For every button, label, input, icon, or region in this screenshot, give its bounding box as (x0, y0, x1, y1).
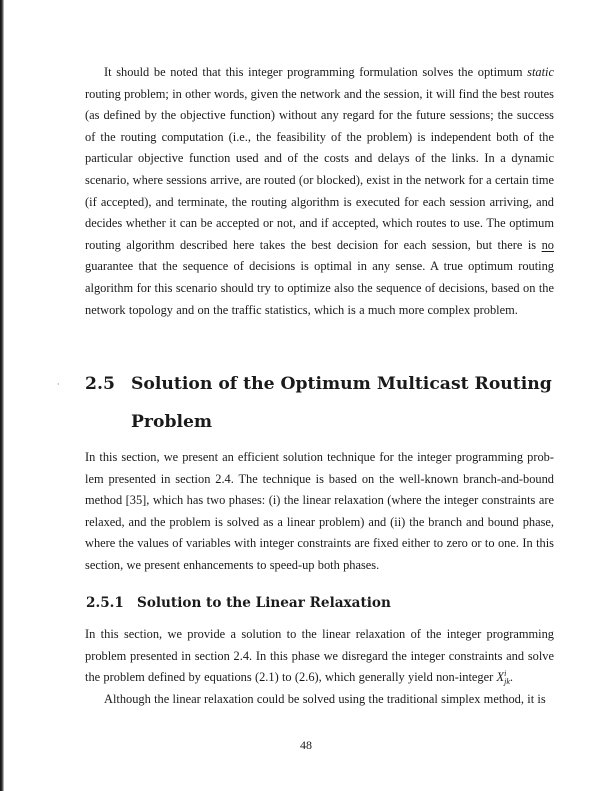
paragraph-static-routing (85, 62, 554, 321)
paragraph-section-2-5-intro: In this section, we present an efficient solution technique for the integer programming problem presented in section 2.4. The technique is based on the well-known branch-and-bound method [35], which has two phases: (i) the linear relaxation (where the integer constraints are relaxed, and the problem is solved as a linear problem) and (ii) the branch and bound phase, where the values of variables with integer constraints are fixed either to zero or to one. In this section, we present enhancements to speed-up both phases. (85, 450, 554, 572)
italic-term-static: static (527, 65, 554, 79)
subsection-heading-2-5-1 (86, 593, 555, 613)
section-heading-2-5 (85, 365, 554, 441)
text-run: It should be noted that this integer programming formulation solves the optimum (104, 65, 528, 79)
subsection-title: Solution to the Linear Relaxation (137, 595, 391, 611)
underlined-no: no (541, 237, 554, 252)
subsection-number: 2.5.1 (86, 595, 124, 611)
text-run: . (509, 670, 513, 685)
section-number: 2.5 (85, 374, 115, 394)
paragraph-linear-relaxation (85, 624, 554, 689)
text-run: In this section, we provide a solution to the linear relaxation of the integer programming problem presented in section 2.4. In this phase we disregard the integer constraints and solve the problem defined by equations (2.1) to (2.6), which generally yield non-integer (85, 627, 554, 685)
scan-artifact-dot: · (57, 380, 60, 389)
text-run: routing problem; in other words, given the network and the session, it will find the best routes (as defined by the objective function) without any regard for the future sessions; the success of the routing computation (i.e., the feasibility of the problem) is independent both of the particular objective function used and of the costs and delays of the links. In a dynamic scenario, where sessions arrive, are routed (or blocked), exist in the network for a certain time (if accepted), and terminate, the routing algorithm is executed for each session arriving, and decides whether it can be accepted or not, and if accepted, which routes to use. The optimum routing algorithm described here takes the best decision for each session, but there is (85, 86, 554, 252)
paragraph-simplex: Although the linear relaxation could be solved using the traditional simplex method, it is (104, 692, 546, 706)
math-superscript: i (504, 669, 507, 679)
text-run: guarantee that the sequence of decisions is optimal in any sense. A true optimum routing algorithm for this scenario should try to optimize also the sequence of decisions, based on the network topology and on the traffic statistics, which is a much more complex problem. (85, 259, 554, 317)
scan-border (0, 0, 4, 791)
math-variable-x-ijk (496, 669, 510, 687)
math-subscript: jk (504, 677, 510, 687)
section-title: Solution of the Optimum Multicast Routing Problem (131, 374, 552, 432)
math-base: X (496, 670, 505, 685)
page-number: 48 (300, 738, 312, 752)
